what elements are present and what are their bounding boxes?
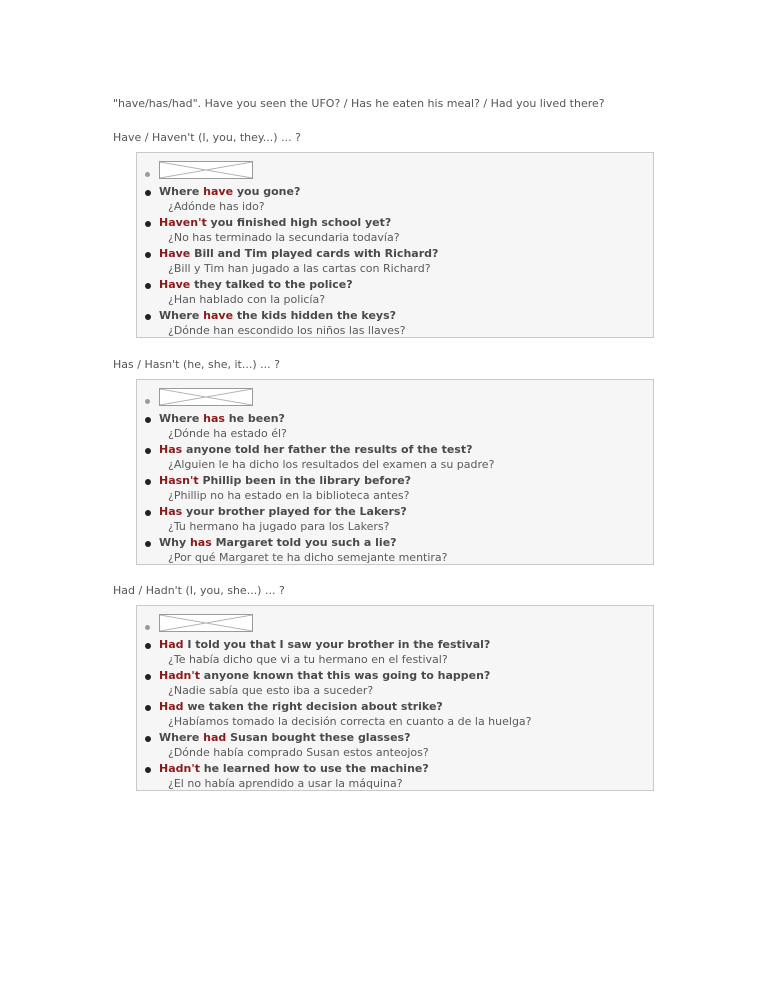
keyword: has [189,536,212,549]
list-item [137,215,653,246]
translation: ¿Nadie sabía que esto iba a suceder? [168,684,374,697]
translation: ¿Dónde han escondido los niños las llaves? [168,324,406,337]
example-box-have [136,152,654,338]
question-text: we taken the right decision about strike? [183,700,443,713]
bullet [145,510,151,516]
translation: ¿Phillip no ha estado en la biblioteca antes? [168,489,410,502]
keyword: Hasn't [159,474,199,487]
section-heading-had: Had / Hadn't (I, you, she...) ... ? [113,584,285,597]
keyword: Hadn't [159,762,200,775]
bullet [145,625,150,630]
list-item [137,308,653,339]
question-text: Where [159,731,204,744]
translation: ¿No has terminado la secundaria todavía? [168,231,400,244]
translation: ¿Dónde había comprado Susan estos anteojos? [168,746,429,759]
translation: ¿Han hablado con la policía? [168,293,326,306]
translation: ¿El no había aprendido a usar la máquina? [168,777,403,790]
question-text: Margaret told you such a lie? [211,536,397,549]
question-text: Why [159,536,190,549]
list-item [137,184,653,215]
question-text: they talked to the police? [190,278,353,291]
bullet [145,448,151,454]
bullet [145,252,151,258]
list-item [137,730,653,761]
section-heading-have: Have / Haven't (I, you, they...) ... ? [113,131,301,144]
keyword: Has [159,443,183,456]
broken-image-row [137,387,653,411]
bullet [145,221,151,227]
list-item [137,442,653,473]
bullet [145,643,151,649]
question [159,308,396,324]
question [159,442,472,458]
bullet [145,314,151,320]
broken-image-row [137,160,653,184]
bullet [145,190,151,196]
question-text: he been? [224,412,285,425]
question-text: he learned how to use the machine? [199,762,429,775]
keyword: Has [159,505,183,518]
list-item [137,535,653,566]
translation: ¿Bill y Tim han jugado a las cartas con Richard? [168,262,431,275]
keyword: Hadn't [159,669,200,682]
list-item [137,246,653,277]
keyword: have [203,309,234,322]
keyword: Had [159,700,184,713]
question-text: Bill and Tim played cards with Richard? [190,247,439,260]
bullet [145,674,151,680]
question-text: I told you that I saw your brother in the festival? [183,638,491,651]
question [159,277,353,293]
bullet [145,736,151,742]
broken-image-icon [159,161,253,179]
list-item [137,504,653,535]
question-text: your brother played for the Lakers? [182,505,407,518]
example-box-has [136,379,654,565]
bullet [145,479,151,485]
keyword: Have [159,278,191,291]
question-text: Where [159,185,204,198]
question [159,215,391,231]
question-text: you gone? [233,185,301,198]
list-item [137,277,653,308]
translation: ¿Alguien le ha dicho los resultados del examen a su padre? [168,458,495,471]
question [159,637,490,653]
list-item [137,668,653,699]
question-text: you finished high school yet? [206,216,392,229]
bullet [145,541,151,547]
section-heading-has: Has / Hasn't (he, she, it...) ... ? [113,358,280,371]
question-text: anyone told her father the results of the test? [182,443,473,456]
list-item [137,411,653,442]
question-text: Where [159,412,204,425]
intro-text: "have/has/had". Have you seen the UFO? / Has he eaten his meal? / Had you lived there? [113,97,605,110]
question-text: the kids hidden the keys? [233,309,397,322]
question-text: Susan bought these glasses? [226,731,411,744]
question-text: Phillip been in the library before? [198,474,412,487]
broken-image-row [137,613,653,637]
bullet [145,399,150,404]
keyword: have [203,185,234,198]
keyword: has [203,412,225,425]
broken-image-icon [159,614,253,632]
keyword: Haven't [159,216,207,229]
list-item [137,699,653,730]
question [159,504,407,520]
bullet [145,283,151,289]
question-text: anyone known that this was going to happen? [199,669,491,682]
list-item [137,761,653,792]
translation: ¿Te había dicho que vi a tu hermano en el festival? [168,653,448,666]
question [159,535,397,551]
question [159,761,429,777]
bullet [145,172,150,177]
question [159,184,300,200]
translation: ¿Habíamos tomado la decisión correcta en cuanto a de la huelga? [168,715,532,728]
question [159,473,411,489]
list-item [137,473,653,504]
question [159,411,285,427]
list-item [137,637,653,668]
bullet [145,417,151,423]
keyword: had [203,731,227,744]
translation: ¿Dónde ha estado él? [168,427,287,440]
translation: ¿Por qué Margaret te ha dicho semejante mentira? [168,551,448,564]
bullet [145,705,151,711]
translation: ¿Adónde has ido? [168,200,265,213]
bullet [145,767,151,773]
question [159,730,411,746]
keyword: Had [159,638,184,651]
translation: ¿Tu hermano ha jugado para los Lakers? [168,520,390,533]
example-box-had [136,605,654,791]
question [159,246,438,262]
question-text: Where [159,309,204,322]
keyword: Have [159,247,191,260]
question [159,668,490,684]
broken-image-icon [159,388,253,406]
question [159,699,443,715]
